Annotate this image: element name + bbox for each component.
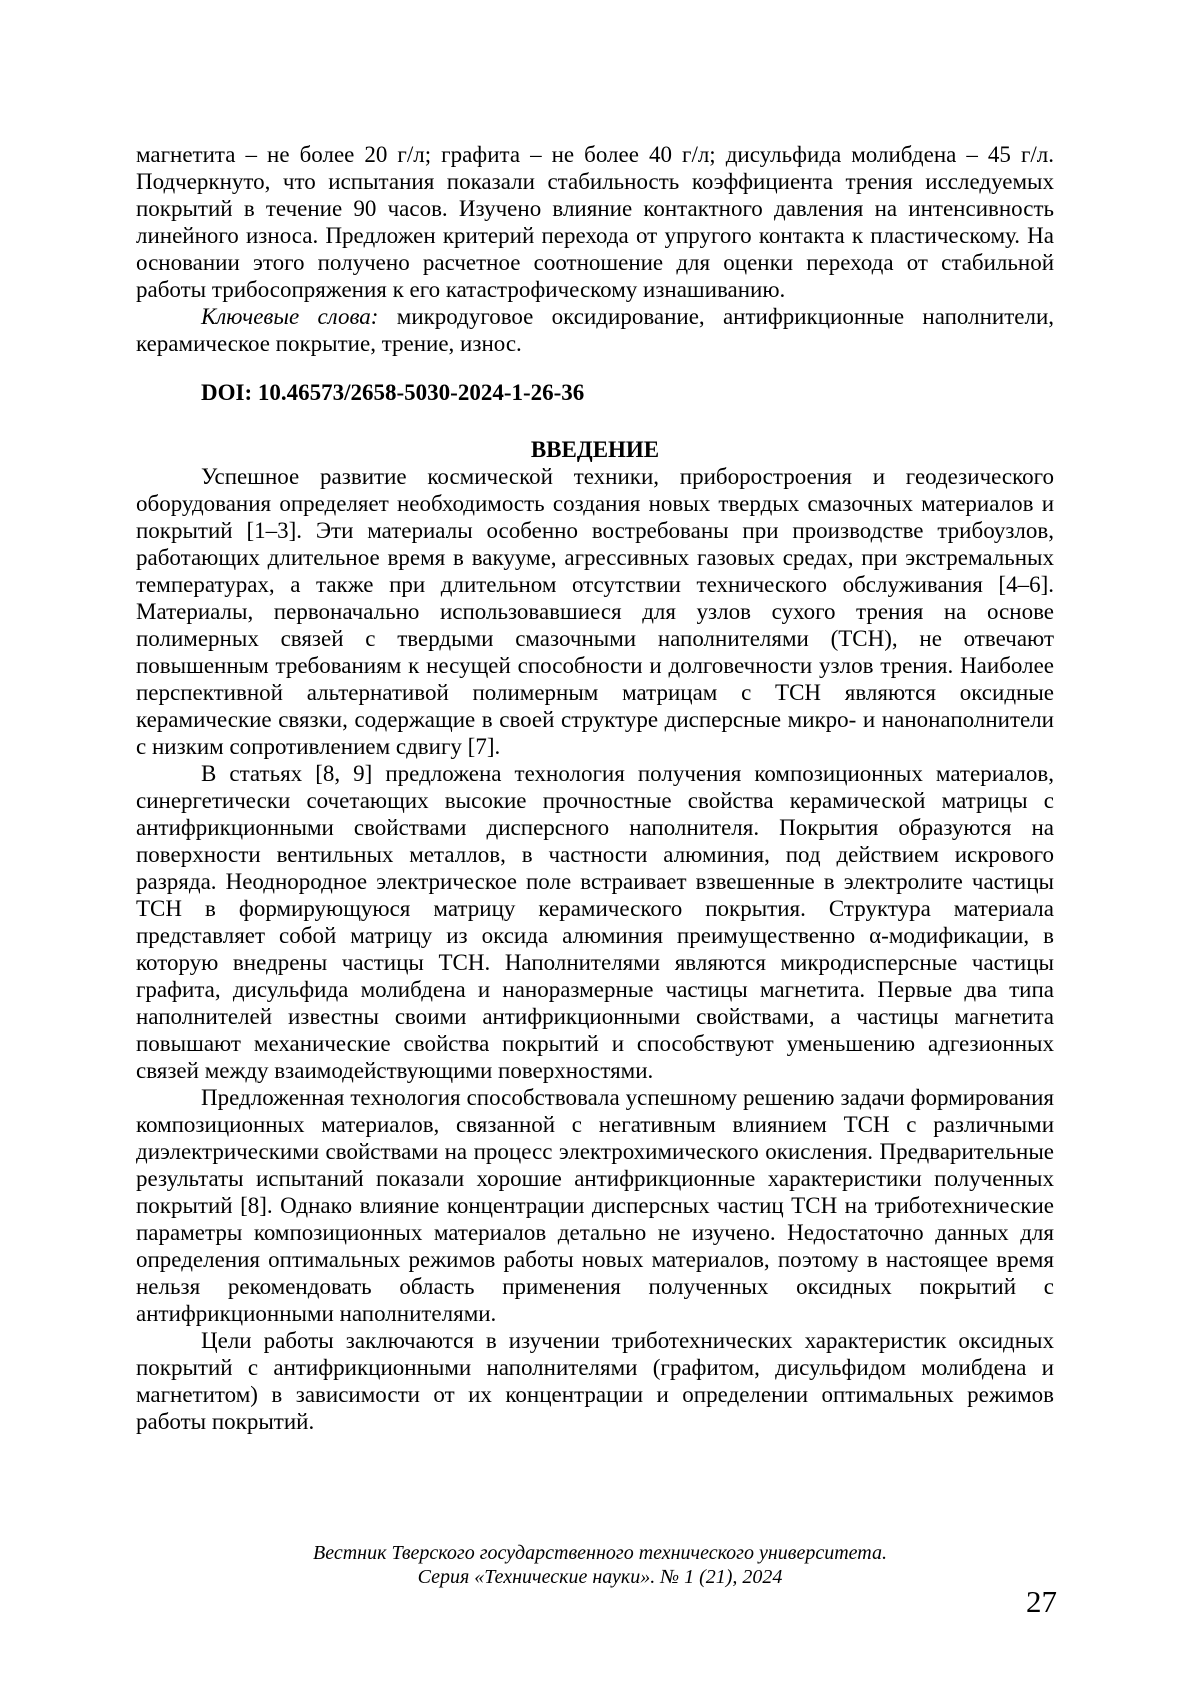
page-content [136, 141, 1054, 1435]
page-number: 27 [1026, 1584, 1057, 1619]
footer-line-2: Серия «Технические науки». № 1 (21), 2024 [417, 1566, 783, 1588]
introduction-heading: ВВЕДЕНИЕ [530, 437, 660, 462]
footer-line-1: Вестник Тверского государственного технического университета. [313, 1542, 887, 1564]
abstract-continuation-paragraph: магнетита – не более 20 г/л; графита – не более 40 г/л; дисульфида молибдена – 45 г/л. Подчеркнуто, что испытания показали стабильность коэффициента трения исследуемых покрытий в течение 90 часов. Изучено влияние контактного давления на интенсивность линейного износа. Предложен критерий перехода от упругого контакта к пластическому. На основании этого получено расчетное соотношение для оценки перехода от стабильной работы трибосопряжения к его катастрофическому изнашиванию. [136, 142, 1054, 302]
keywords-paragraph [136, 303, 1054, 357]
intro-paragraph-2: В статьях [8, 9] предложена технология получения композиционных материалов, синергетически сочетающих высокие прочностные свойства керамической матрицы с антифрикционными свойствами дисперсного наполнителя. Покрытия образуются на поверхности вентильных металлов, в частности алюминия, под действием искрового разряда. Неоднородное электрическое поле встраивает взвешенные в электролите частицы ТСН в формирующуюся матрицу керамического покрытия. Структура материала представляет собой матрицу из оксида алюминия преимущественно α-модификации, в которую внедрены частицы ТСН. Наполнителями являются микродисперсные частицы графита, дисульфида молибдена и наноразмерные частицы магнетита. Первые два типа наполнителей известны своими антифрикционными свойствами, а частицы магнетита повышают механические свойства покрытий и способствуют уменьшению адгезионных связей между взаимодействующими поверхностями. [136, 761, 1054, 1083]
intro-paragraph-1: Успешное развитие космической техники, приборостроения и геодезического оборудования определяет необходимость создания новых твердых смазочных материалов и покрытий [1–3]. Эти материалы особенно востребованы при производстве трибоузлов, работающих длительное время в вакууме, агрессивных газовых средах, при экстремальных температурах, а также при длительном отсутствии технического обслуживания [4–6]. Материалы, первоначально использовавшиеся для узлов сухого трения на основе полимерных связей с твердыми смазочными наполнителями (ТСН), не отвечают повышенным требованиям к несущей способности и долговечности узлов трения. Наиболее перспективной альтернативой полимерным матрицам с ТСН являются оксидные керамические связки, содержащие в своей структуре дисперсные микро- и нанонаполнители с низким сопротивлением сдвигу [7]. [136, 464, 1054, 759]
intro-paragraph-4: Цели работы заключаются в изучении триботехнических характеристик оксидных покрытий с антифрикционными наполнителями (графитом, дисульфидом молибдена и магнетитом) в зависимости от их концентрации и определении оптимальных режимов работы покрытий. [136, 1328, 1054, 1434]
keywords-label: Ключевые слова: [201, 304, 379, 329]
intro-paragraph-3: Предложенная технология способствовала успешному решению задачи формирования композиционных материалов, связанной с негативным влиянием ТСН с различными диэлектрическими свойствами на процесс электрохимического окисления. Предварительные результаты испытаний показали хорошие антифрикционные характеристики полученных покрытий [8]. Однако влияние концентрации дисперсных частиц ТСН на триботехнические параметры композиционных материалов детально не изучено. Недостаточно данных для определения оптимальных режимов работы новых материалов, поэтому в настоящее время нельзя рекомендовать область применения полученных оксидных покрытий с антифрикционными наполнителями. [136, 1085, 1054, 1326]
journal-footer [0, 1541, 1200, 1589]
keywords-text: микродуговое оксидирование, антифрикционные наполнители, керамическое покрытие, трение, износ. [136, 304, 1055, 356]
doi-line: DOI: 10.46573/2658-5030-2024-1-26-36 [201, 380, 585, 405]
